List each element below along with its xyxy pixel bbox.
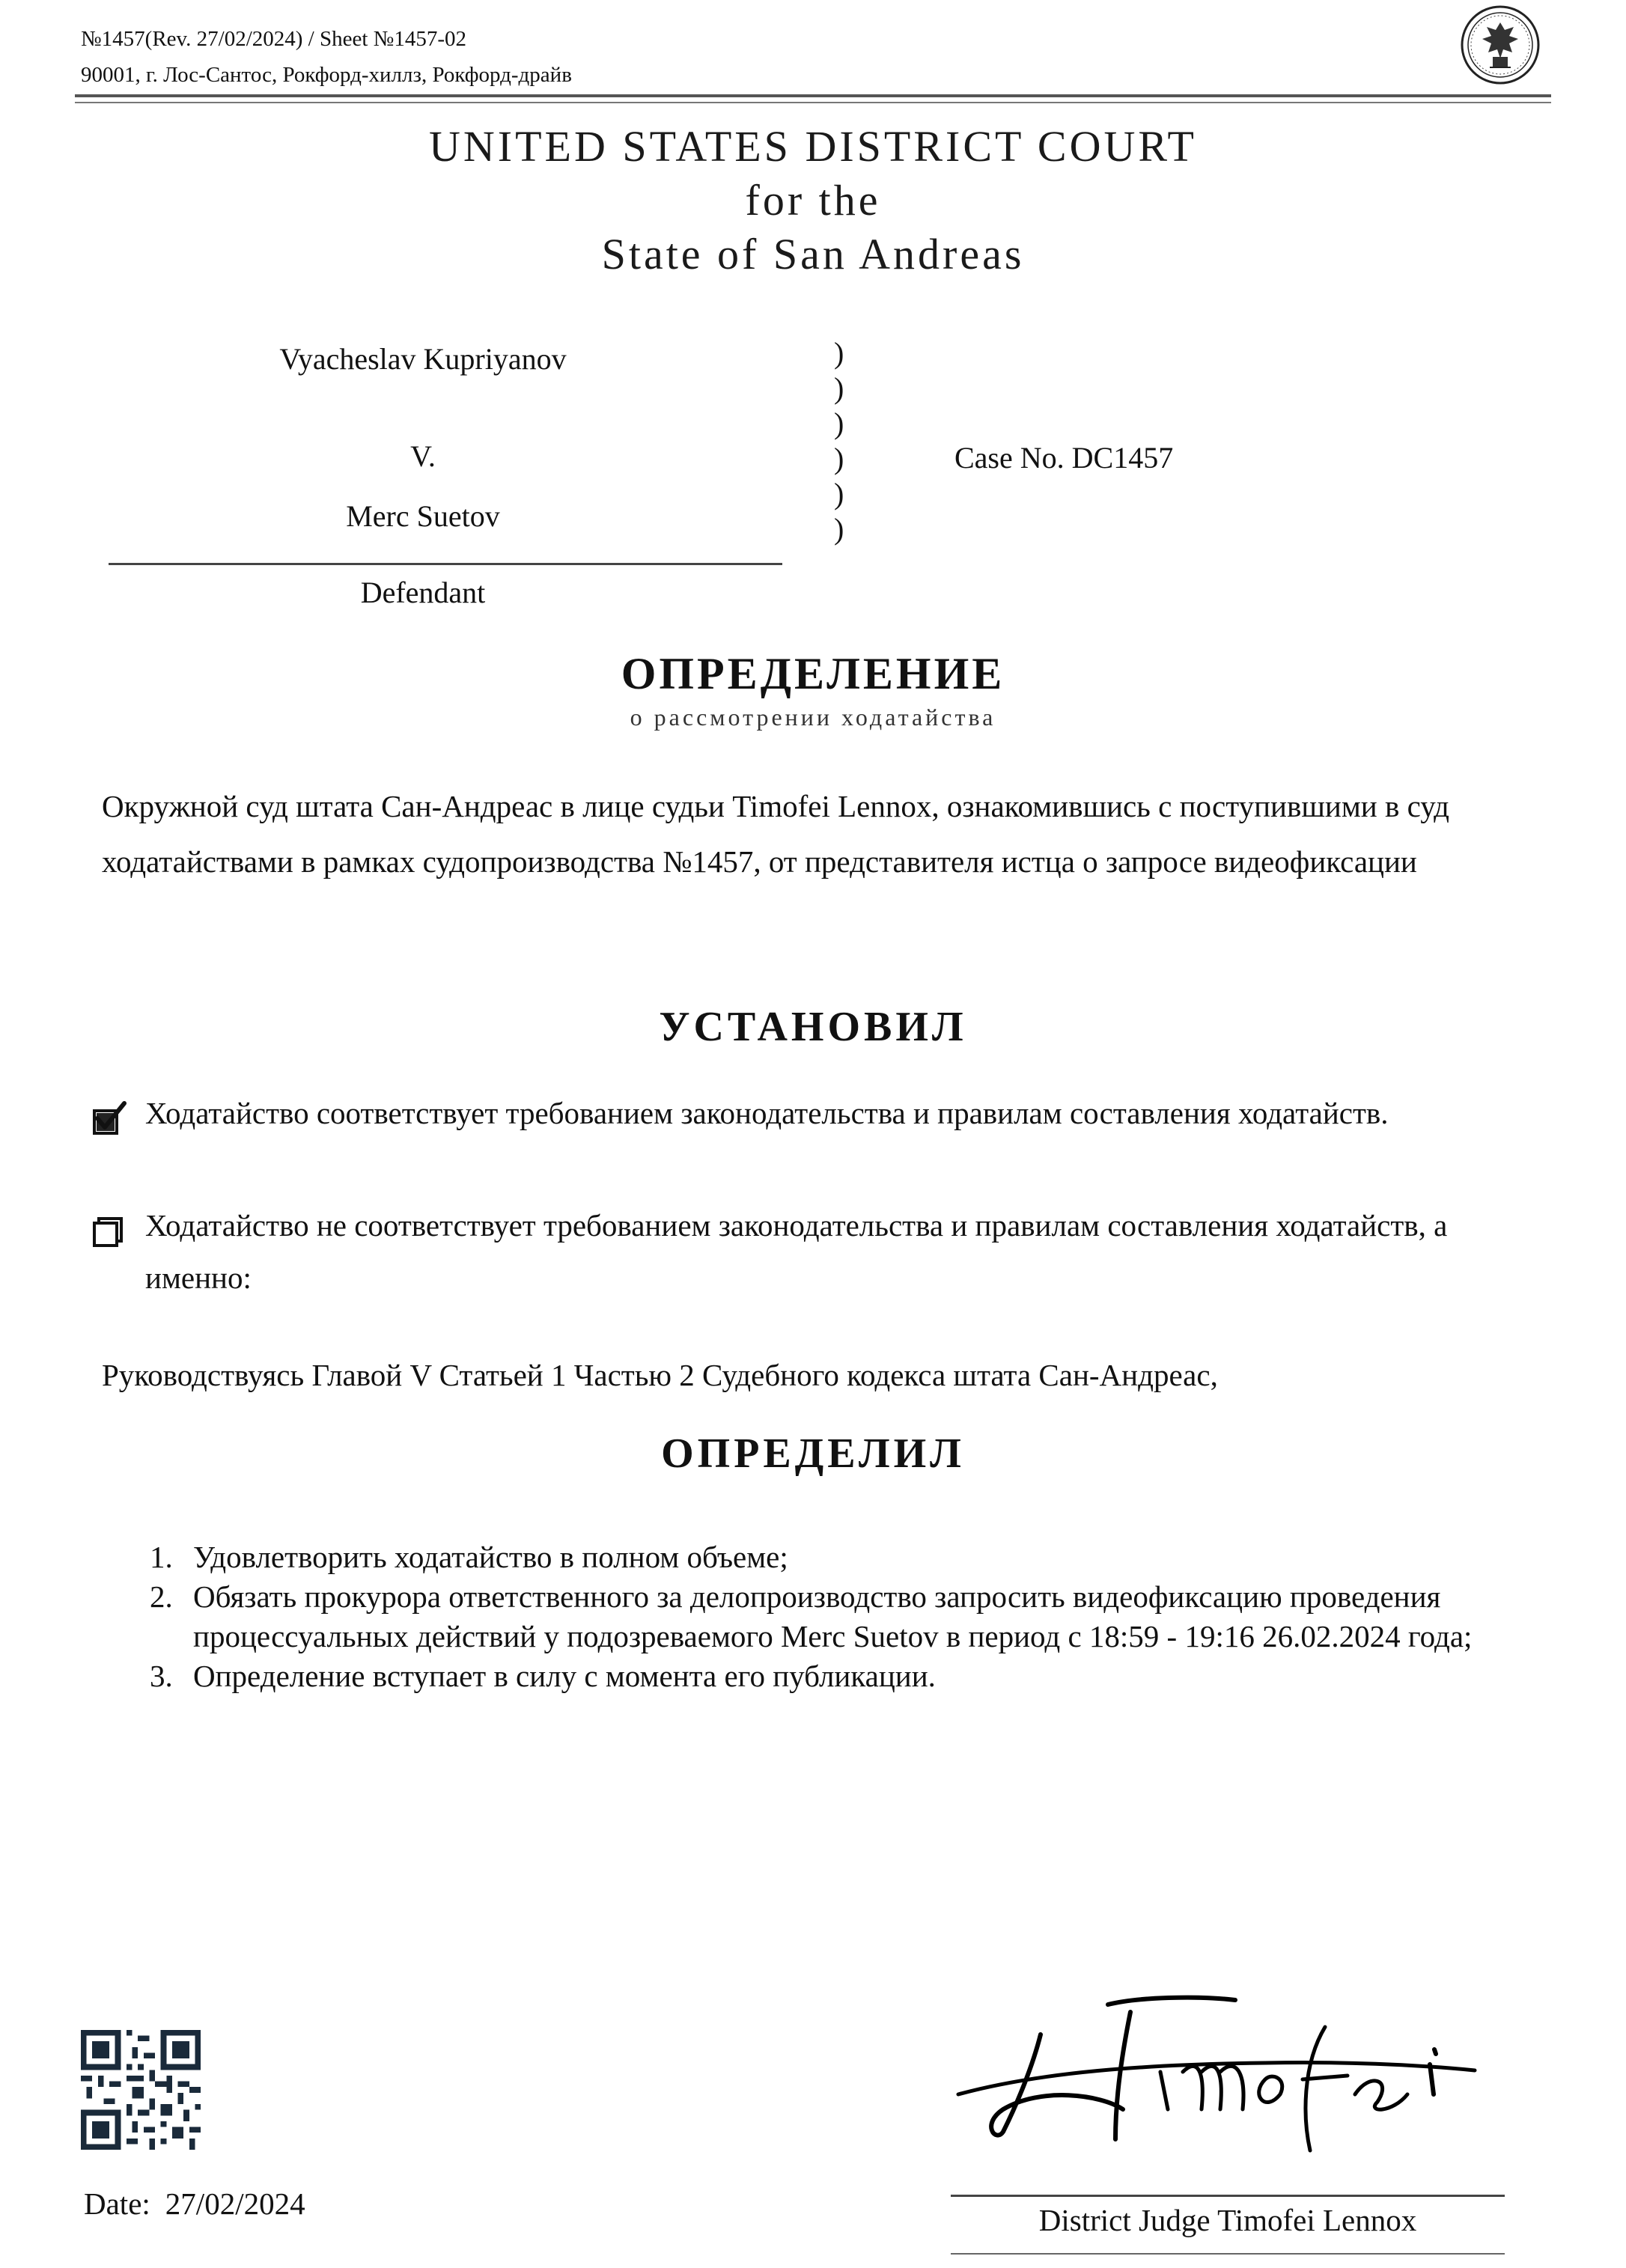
case-number: Case No. DC1457 <box>954 441 1174 475</box>
decision-list <box>150 1537 1542 1696</box>
judge-signature <box>951 1982 1505 2154</box>
legal-basis-paragraph: Руководствуясь Главой V Статьей 1 Частью 2 Судебного кодекса штата Сан-Андреас, <box>102 1358 1218 1392</box>
decided-heading: ОПРЕДЕЛИЛ <box>661 1430 965 1477</box>
finding-option-text: Ходатайство соответствует требованием законодательства и правилам составления ходатайств. <box>145 1096 1389 1130</box>
paren: ) <box>834 512 844 546</box>
court-for-the: for the <box>745 176 881 225</box>
date-label: Date: <box>84 2186 150 2221</box>
signature-line <box>951 2195 1505 2197</box>
defendant-label: Defendant <box>360 576 486 609</box>
versus-label: V. <box>410 439 436 473</box>
paren: ) <box>834 442 844 475</box>
court-seal-icon <box>1460 4 1541 85</box>
court-address: 90001, г. Лос-Сантос, Рокфорд-хиллз, Рокфорд-драйв <box>81 63 572 87</box>
list-item-text: Обязать прокурора ответственного за делопроизводство запросить видеофиксацию проведения процессуальных действий у подозреваемого Merc Suetov в период с 18:59 - 19:16 26.02.2024 года; <box>193 1579 1473 1653</box>
plaintiff-name: Vyacheslav Kupriyanov <box>279 342 567 376</box>
paren: ) <box>834 336 844 370</box>
document-reference: №1457(Rev. 27/02/2024) / Sheet №1457-02 <box>81 27 466 51</box>
list-item <box>150 1577 1542 1656</box>
header-divider-thin <box>75 102 1551 103</box>
list-item-number: 2. <box>150 1579 173 1614</box>
document-subtitle: о рассмотрении ходатайства <box>630 704 996 731</box>
checked-checkbox-icon <box>90 1099 129 1138</box>
empty-checkbox-icon <box>90 1213 129 1252</box>
list-item <box>150 1656 1542 1696</box>
date-value: 27/02/2024 <box>165 2186 305 2221</box>
list-item <box>150 1537 1542 1577</box>
judge-title: District Judge Timofei Lennox <box>1038 2203 1417 2237</box>
court-state: State of San Andreas <box>601 230 1025 278</box>
paren: ) <box>834 406 844 440</box>
document-title: ОПРЕДЕЛЕНИЕ <box>621 649 1005 698</box>
list-item-text: Удовлетворить ходатайство в полном объеме; <box>193 1540 788 1574</box>
date-row <box>84 2186 305 2222</box>
court-name: UNITED STATES DISTRICT COURT <box>429 122 1197 171</box>
caption-parentheses <box>834 335 864 546</box>
paren: ) <box>834 371 844 405</box>
caption-divider <box>109 563 782 565</box>
qr-code-icon[interactable] <box>81 2030 201 2150</box>
signature-underline <box>951 2253 1505 2255</box>
list-item-number: 3. <box>150 1659 173 1693</box>
defendant-name: Merc Suetov <box>346 499 500 533</box>
list-item-text: Определение вступает в силу с момента его публикации. <box>193 1659 936 1693</box>
intro-paragraph: Окружной суд штата Сан-Андреас в лице судьи Timofei Lennox, ознакомившись с поступившими в суд ходатайствами в рамках судопроизводства №1457, от представителя истца о запросе видеофиксации <box>102 789 1450 879</box>
finding-option-text: Ходатайство не соответствует требованием законодательства и правилам составления ходатайств, а именно: <box>145 1208 1448 1295</box>
list-item-number: 1. <box>150 1540 173 1574</box>
header-divider <box>75 94 1551 97</box>
paren: ) <box>834 477 844 510</box>
established-heading: УСТАНОВИЛ <box>659 1004 967 1050</box>
